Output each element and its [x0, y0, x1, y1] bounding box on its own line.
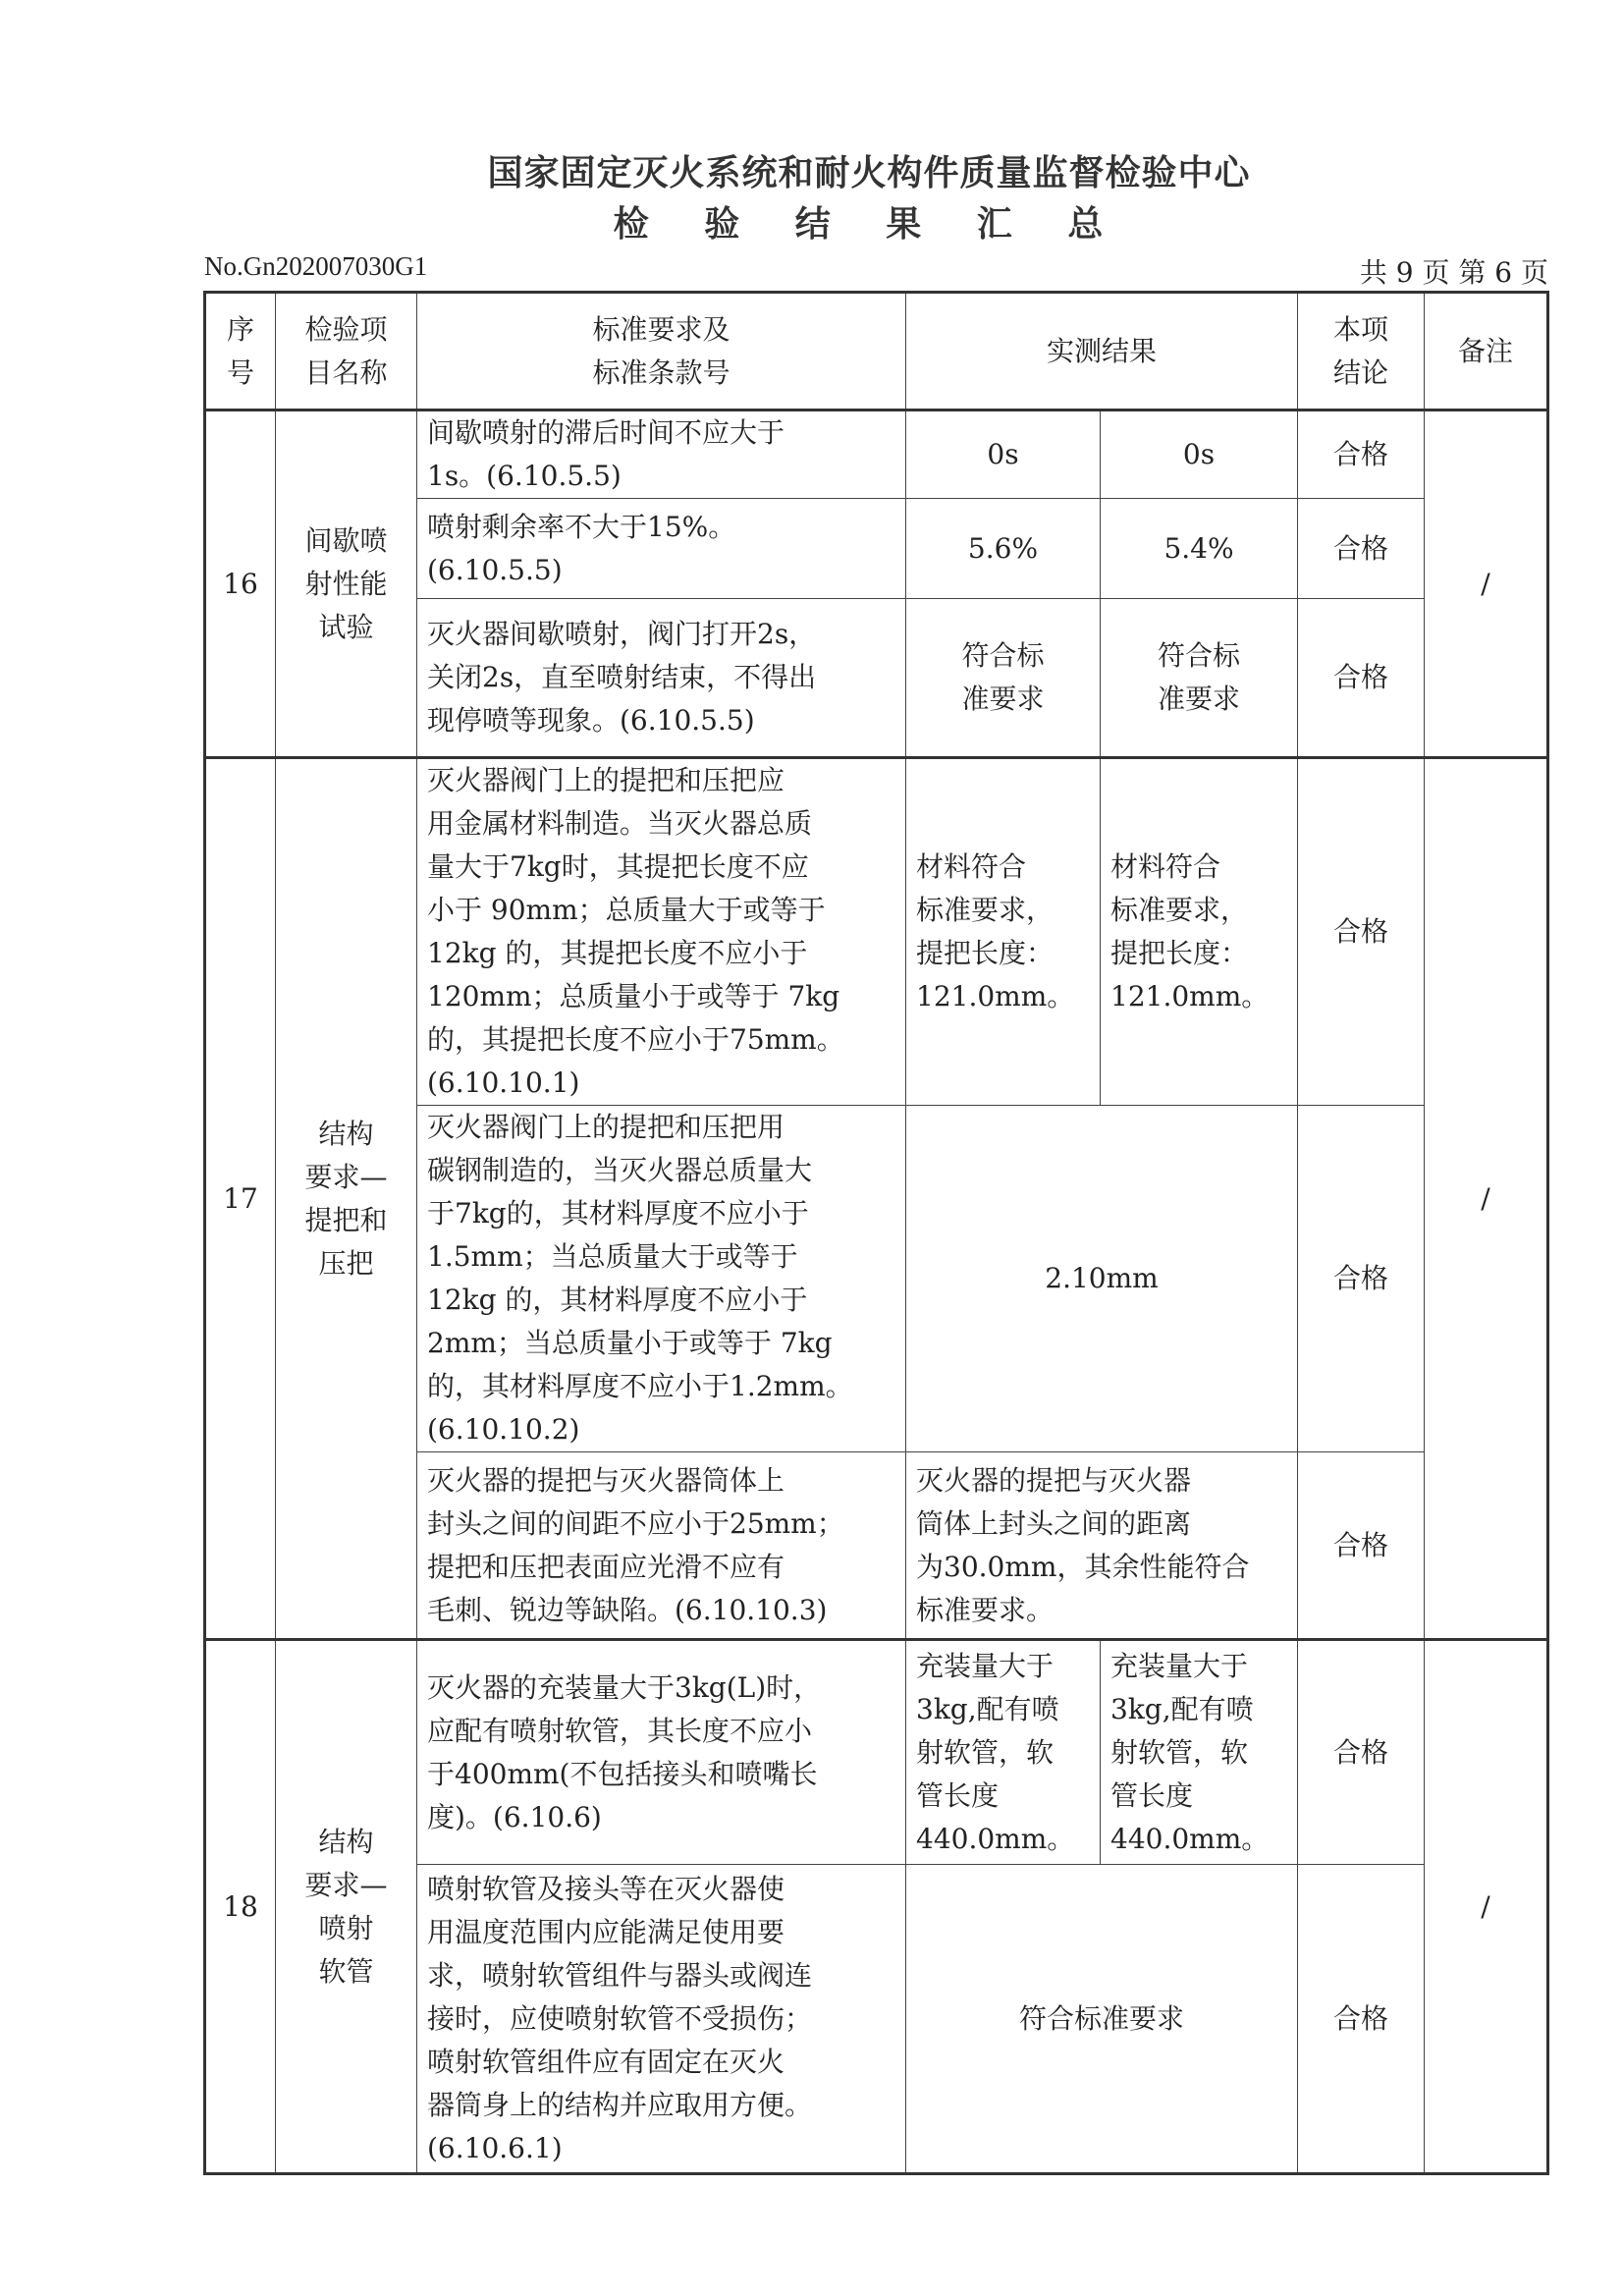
conclusion: 合格 — [1298, 410, 1425, 499]
conclusion: 合格 — [1298, 599, 1425, 758]
conclusion: 合格 — [1298, 758, 1425, 1106]
document-number: No.Gn202007030G1 — [204, 251, 428, 281]
table-header — [205, 293, 1548, 410]
col-remark: 备注 — [1425, 293, 1548, 410]
row-name: 结构 要求— 喷射 软管 — [276, 1640, 417, 2174]
col-no: 序 号 — [205, 293, 276, 410]
requirement: 灭火器的充装量大于3kg(L)时， 应配有喷射软管，其长度不应小 于400mm(不包括接头和喷嘴长 度)。(6.10.6) — [417, 1640, 906, 1865]
row-name: 间歇喷 射性能 试验 — [276, 410, 417, 758]
org-title: 国家固定灭火系统和耐火构件质量监督检验中心 — [487, 153, 1251, 193]
result: 符合标准要求 — [906, 1865, 1298, 2174]
requirement: 灭火器的提把与灭火器筒体上 封头之间的间距不应小于25mm； 提把和压把表面应光滑不应有 毛刺、锐边等缺陷。(6.10.10.3) — [417, 1452, 906, 1640]
result-1: 充装量大于 3kg,配有喷 射软管，软 管长度 440.0mm。 — [906, 1640, 1101, 1865]
result-2: 充装量大于 3kg,配有喷 射软管，软 管长度 440.0mm。 — [1101, 1640, 1298, 1865]
result-1: 5.6% — [906, 499, 1101, 599]
requirement: 间歇喷射的滞后时间不应大于 1s。(6.10.5.5) — [417, 410, 906, 499]
col-result: 实测结果 — [906, 293, 1298, 410]
row-no: 16 — [205, 410, 276, 758]
remark: / — [1425, 758, 1548, 1640]
table-row — [205, 410, 1548, 499]
requirement: 灭火器间歇喷射，阀门打开2s， 关闭2s，直至喷射结束，不得出 现停喷等现象。(6.10.5.5) — [417, 599, 906, 758]
requirement: 喷射软管及接头等在灭火器使 用温度范围内应能满足使用要 求，喷射软管组件与器头或阀连 接时，应使喷射软管不受损伤； 喷射软管组件应有固定在灭火 器筒身上的结构并应取用方便。 (6.10.6.1) — [417, 1865, 906, 2174]
result-2: 材料符合 标准要求， 提把长度： 121.0mm。 — [1101, 758, 1298, 1106]
result: 2.10mm — [906, 1106, 1298, 1452]
conclusion: 合格 — [1298, 1640, 1425, 1865]
result-2: 符合标 准要求 — [1101, 599, 1298, 758]
table-row — [205, 758, 1548, 1106]
row-no: 17 — [205, 758, 276, 1640]
conclusion: 合格 — [1298, 1106, 1425, 1452]
requirement: 灭火器阀门上的提把和压把应 用金属材料制造。当灭火器总质 量大于7kg时，其提把长度不应 小于 90mm；总质量大于或等于 12kg 的，其提把长度不应小于 120mm；总质量小于或等于 7kg 的，其提把长度不应小于75mm。 (6.10.10.1) — [417, 758, 906, 1106]
col-conclusion: 本项 结论 — [1298, 293, 1425, 410]
conclusion: 合格 — [1298, 1865, 1425, 2174]
page-title: 检 验 结 果 汇 总 — [613, 204, 1125, 245]
result-1: 符合标 准要求 — [906, 599, 1101, 758]
result-1: 材料符合 标准要求， 提把长度： 121.0mm。 — [906, 758, 1101, 1106]
remark: / — [1425, 410, 1548, 758]
row-no: 18 — [205, 1640, 276, 2174]
conclusion: 合格 — [1298, 499, 1425, 599]
row-name: 结构 要求— 提把和 压把 — [276, 758, 417, 1640]
table-row — [205, 1640, 1548, 1865]
results-table — [203, 291, 1549, 2175]
remark: / — [1425, 1640, 1548, 2174]
col-item-name: 检验项 目名称 — [276, 293, 417, 410]
requirement: 喷射剩余率不大于15%。 (6.10.5.5) — [417, 499, 906, 599]
result-2: 5.4% — [1101, 499, 1298, 599]
page-info: 共 9 页 第 6 页 — [1359, 256, 1548, 289]
requirement: 灭火器阀门上的提把和压把用 碳钢制造的，当灭火器总质量大 于7kg的，其材料厚度不应小于 1.5mm；当总质量大于或等于 12kg 的，其材料厚度不应小于 2mm；当总质量小于或等于 7kg 的，其材料厚度不应小于1.2mm。 (6.10.10.2) — [417, 1106, 906, 1452]
conclusion: 合格 — [1298, 1452, 1425, 1640]
result: 灭火器的提把与灭火器 筒体上封头之间的距离 为30.0mm，其余性能符合 标准要求。 — [906, 1452, 1298, 1640]
result-2: 0s — [1101, 410, 1298, 499]
result-1: 0s — [906, 410, 1101, 499]
col-requirement: 标准要求及 标准条款号 — [417, 293, 906, 410]
